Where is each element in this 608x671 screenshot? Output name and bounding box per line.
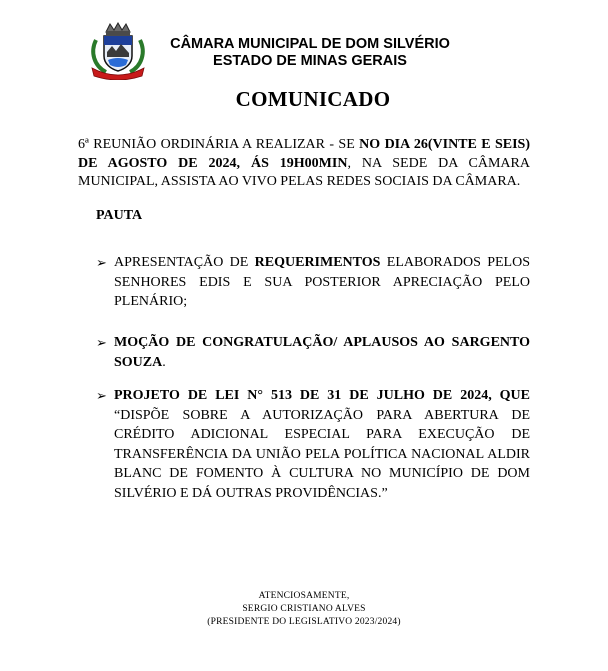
signature-role: (PRESIDENTE DO LEGISLATIVO 2023/2024) bbox=[207, 617, 401, 627]
page-title: COMUNICADO bbox=[235, 87, 391, 111]
agenda-item-text bbox=[114, 386, 530, 503]
intro-paragraph bbox=[78, 136, 530, 192]
institution-name: CÂMARA MUNICIPAL DE DOM SILVÉRIO bbox=[170, 36, 450, 52]
agenda-item-emphasis: PROJETO DE LEI N° 513 DE 31 DE JULHO DE 2024, QUE bbox=[114, 388, 530, 403]
agenda-item-text bbox=[114, 253, 530, 312]
arrow-bullet-icon: ➢ bbox=[96, 335, 107, 350]
agenda-item-emphasis: REQUERIMENTOS bbox=[254, 255, 381, 270]
intro-text-end: , NA SEDE DA CÂMARA MUNICIPAL, ASSISTA AO VIVO PELAS REDES SOCIAIS DA CÂMARA. bbox=[78, 155, 530, 189]
agenda-item-text-start: APRESENTAÇÃO DE bbox=[114, 255, 255, 270]
agenda-item bbox=[96, 253, 530, 312]
state-name: ESTADO DE MINAS GERAIS bbox=[213, 53, 407, 69]
intro-text-start: 6ª REUNIÃO ORDINÁRIA A REALIZAR - SE bbox=[78, 137, 360, 152]
intro-date-time: NO DIA 26(VINTE E SEIS) DE AGOSTO DE 2024, ÁS 19H00MIN bbox=[78, 137, 531, 171]
arrow-bullet-icon: ➢ bbox=[96, 255, 107, 270]
signature-closing: ATENCIOSAMENTE, bbox=[258, 591, 350, 601]
agenda-item-emphasis: MOÇÃO DE CONGRATULAÇÃO/ APLAUSOS AO SARGENTO SOUZA bbox=[114, 335, 530, 370]
agenda-item-text bbox=[114, 333, 530, 372]
agenda-item bbox=[96, 386, 530, 503]
signature-name: SERGIO CRISTIANO ALVES bbox=[242, 604, 366, 614]
arrow-bullet-icon: ➢ bbox=[96, 388, 107, 403]
municipal-coat-of-arms-icon bbox=[88, 22, 148, 80]
agenda-item-text-end: ELABORADOS PELOS SENHORES EDIS E SUA POSTERIOR APRECIAÇÃO PELO PLENÁRIO; bbox=[114, 255, 530, 309]
agenda-heading: PAUTA bbox=[96, 208, 143, 223]
agenda-item bbox=[96, 333, 530, 372]
agenda-item-text-end: . bbox=[162, 354, 166, 370]
agenda-item-text-end: “DISPÕE SOBRE A AUTORIZAÇÃO PARA ABERTURA DE CRÉDITO ADICIONAL ESPECIAL PARA EXECUÇÃO DE TRANSFERÊNCIA DA UNIÃO PELA POLÍTICA NACIONAL ALDIR BLANC DE FOMENTO À CULTURA NO MUNICÍPIO DE DOM SILVÉRIO E DÁ OUTRAS PROVIDÊNCIAS.” bbox=[114, 407, 530, 501]
